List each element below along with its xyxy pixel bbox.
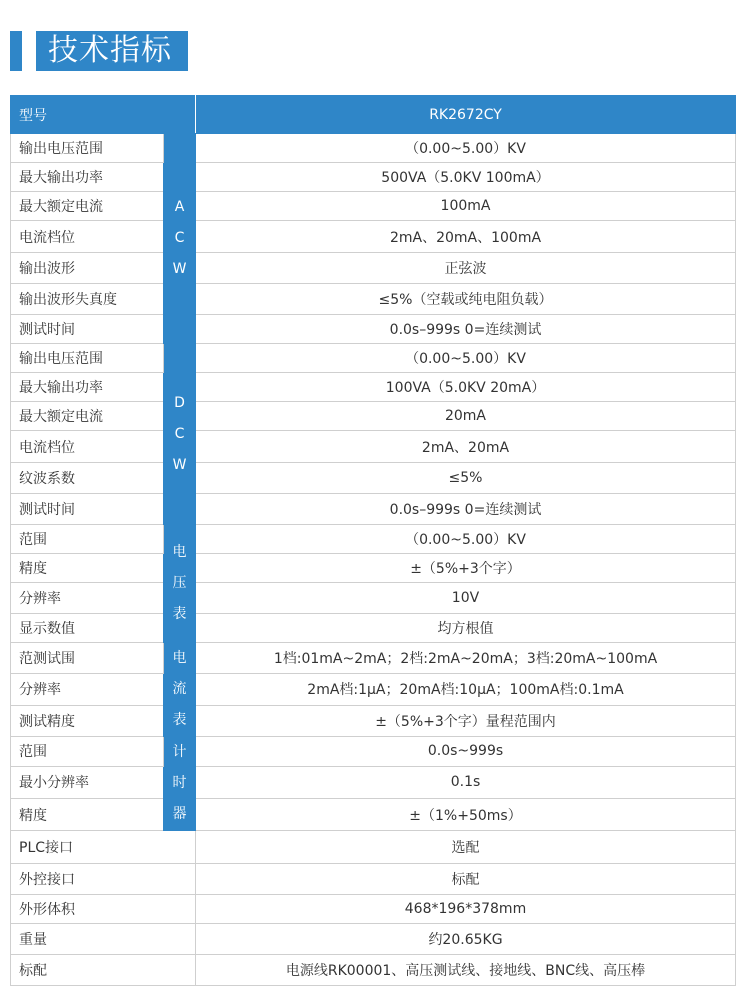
spec-label: 范围 — [11, 737, 164, 767]
spec-value: 均方根值 — [196, 614, 736, 643]
spec-label: 电流档位 — [11, 431, 164, 463]
table-row — [11, 253, 736, 284]
group-label-acw — [164, 134, 196, 344]
spec-label: 最大输出功率 — [11, 373, 164, 402]
spec-value: 100mA — [196, 192, 736, 221]
group-char: A — [174, 199, 185, 215]
table-header-row — [11, 96, 736, 134]
table-row — [11, 431, 736, 463]
spec-value: 2mA档:1μA；20mA档:10μA；100mA档:0.1mA — [196, 674, 736, 705]
spec-value: 500VA（5.0KV 100mA） — [196, 163, 736, 192]
table-row — [11, 402, 736, 431]
spec-value: 电源线RK00001、高压测试线、接地线、BNC线、高压棒 — [196, 955, 736, 986]
spec-label: 分辨率 — [11, 674, 164, 705]
spec-value: ±（5%+3个字）量程范围内 — [196, 705, 736, 736]
table-row — [11, 955, 736, 986]
spec-value: ≤5%（空载或纯电阻负载） — [196, 284, 736, 315]
table-row — [11, 525, 736, 554]
spec-value: 100VA（5.0KV 20mA） — [196, 373, 736, 402]
spec-value: （0.00~5.00）KV — [196, 344, 736, 373]
spec-label: 范围 — [11, 525, 164, 554]
spec-label: 分辨率 — [11, 583, 164, 614]
spec-value: 0.0s–999s 0=连续测试 — [196, 315, 736, 344]
spec-value: 468*196*378mm — [196, 895, 736, 924]
spec-value: 约20.65KG — [196, 924, 736, 955]
spec-label: 显示数值 — [11, 614, 164, 643]
table-row — [11, 554, 736, 583]
group-char: 计 — [172, 744, 187, 760]
group-char: 表 — [172, 712, 187, 728]
group-char: 器 — [172, 806, 187, 822]
spec-value: 0.0s–999s 0=连续测试 — [196, 494, 736, 525]
spec-value: 1档:01mA~2mA；2档:2mA~20mA；3档:20mA~100mA — [196, 643, 736, 674]
group-char: D — [174, 394, 185, 411]
group-char: 电 — [172, 544, 187, 560]
spec-value: 正弦波 — [196, 253, 736, 284]
spec-label: 输出波形失真度 — [11, 284, 164, 315]
spec-label: 重量 — [11, 924, 196, 955]
spec-value: 0.1s — [196, 766, 736, 799]
section-title: 技术指标 — [36, 31, 188, 71]
spec-label: 最大额定电流 — [11, 402, 164, 431]
spec-value: 10V — [196, 583, 736, 614]
spec-label: 测试时间 — [11, 494, 164, 525]
spec-label: 测试时间 — [11, 315, 164, 344]
header-model: RK2672CY — [196, 96, 736, 134]
group-char: W — [172, 261, 187, 277]
table-row — [11, 831, 736, 864]
group-label-ammeter — [164, 643, 196, 737]
table-row — [11, 315, 736, 344]
table-row — [11, 864, 736, 895]
spec-label: 精度 — [11, 554, 164, 583]
spec-label: 最小分辨率 — [11, 766, 164, 799]
spec-value: ≤5% — [196, 463, 736, 494]
spec-table — [10, 95, 736, 986]
spec-value: 标配 — [196, 864, 736, 895]
group-char: W — [172, 456, 187, 473]
spec-value: 20mA — [196, 402, 736, 431]
spec-label: 标配 — [11, 955, 196, 986]
group-label-dcw — [164, 344, 196, 525]
table-row — [11, 895, 736, 924]
table-row — [11, 192, 736, 221]
spec-value: ±（5%+3个字） — [196, 554, 736, 583]
title-accent-bar — [10, 31, 22, 71]
table-row — [11, 284, 736, 315]
table-row — [11, 463, 736, 494]
spec-label: 纹波系数 — [11, 463, 164, 494]
table-row — [11, 766, 736, 799]
group-char: 电 — [172, 650, 187, 666]
spec-label: 外控接口 — [11, 864, 196, 895]
group-char: 流 — [172, 681, 187, 697]
spec-label: 输出波形 — [11, 253, 164, 284]
spec-label: 外形体积 — [11, 895, 196, 924]
group-char: C — [174, 230, 185, 246]
spec-label: 最大额定电流 — [11, 192, 164, 221]
table-row — [11, 373, 736, 402]
header-label: 型号 — [11, 96, 196, 134]
table-row — [11, 674, 736, 705]
spec-value: 2mA、20mA — [196, 431, 736, 463]
spec-label: 输出电压范围 — [11, 134, 164, 163]
spec-value: 2mA、20mA、100mA — [196, 221, 736, 253]
table-row — [11, 344, 736, 373]
table-row — [11, 583, 736, 614]
table-row — [11, 924, 736, 955]
spec-label: 输出电压范围 — [11, 344, 164, 373]
spec-label: 精度 — [11, 799, 164, 831]
spec-label: 最大输出功率 — [11, 163, 164, 192]
table-row — [11, 614, 736, 643]
group-label-timer — [164, 737, 196, 831]
table-row — [11, 494, 736, 525]
table-row — [11, 737, 736, 767]
spec-label: 测试精度 — [11, 705, 164, 736]
spec-value: （0.00~5.00）KV — [196, 525, 736, 554]
table-row — [11, 799, 736, 831]
group-label-voltmeter — [164, 525, 196, 643]
group-char: 表 — [172, 606, 187, 622]
group-char: C — [174, 425, 185, 442]
group-char: 时 — [172, 775, 187, 791]
table-row — [11, 221, 736, 253]
spec-value: （0.00~5.00）KV — [196, 134, 736, 163]
table-row — [11, 705, 736, 736]
spec-label: 电流档位 — [11, 221, 164, 253]
table-row — [11, 163, 736, 192]
group-char: 压 — [172, 575, 187, 591]
table-row — [11, 643, 736, 674]
spec-value: 选配 — [196, 831, 736, 864]
spec-label: PLC接口 — [11, 831, 196, 864]
spec-label: 范测试围 — [11, 643, 164, 674]
spec-value: ±（1%+50ms） — [196, 799, 736, 831]
table-row — [11, 134, 736, 163]
spec-value: 0.0s~999s — [196, 737, 736, 767]
